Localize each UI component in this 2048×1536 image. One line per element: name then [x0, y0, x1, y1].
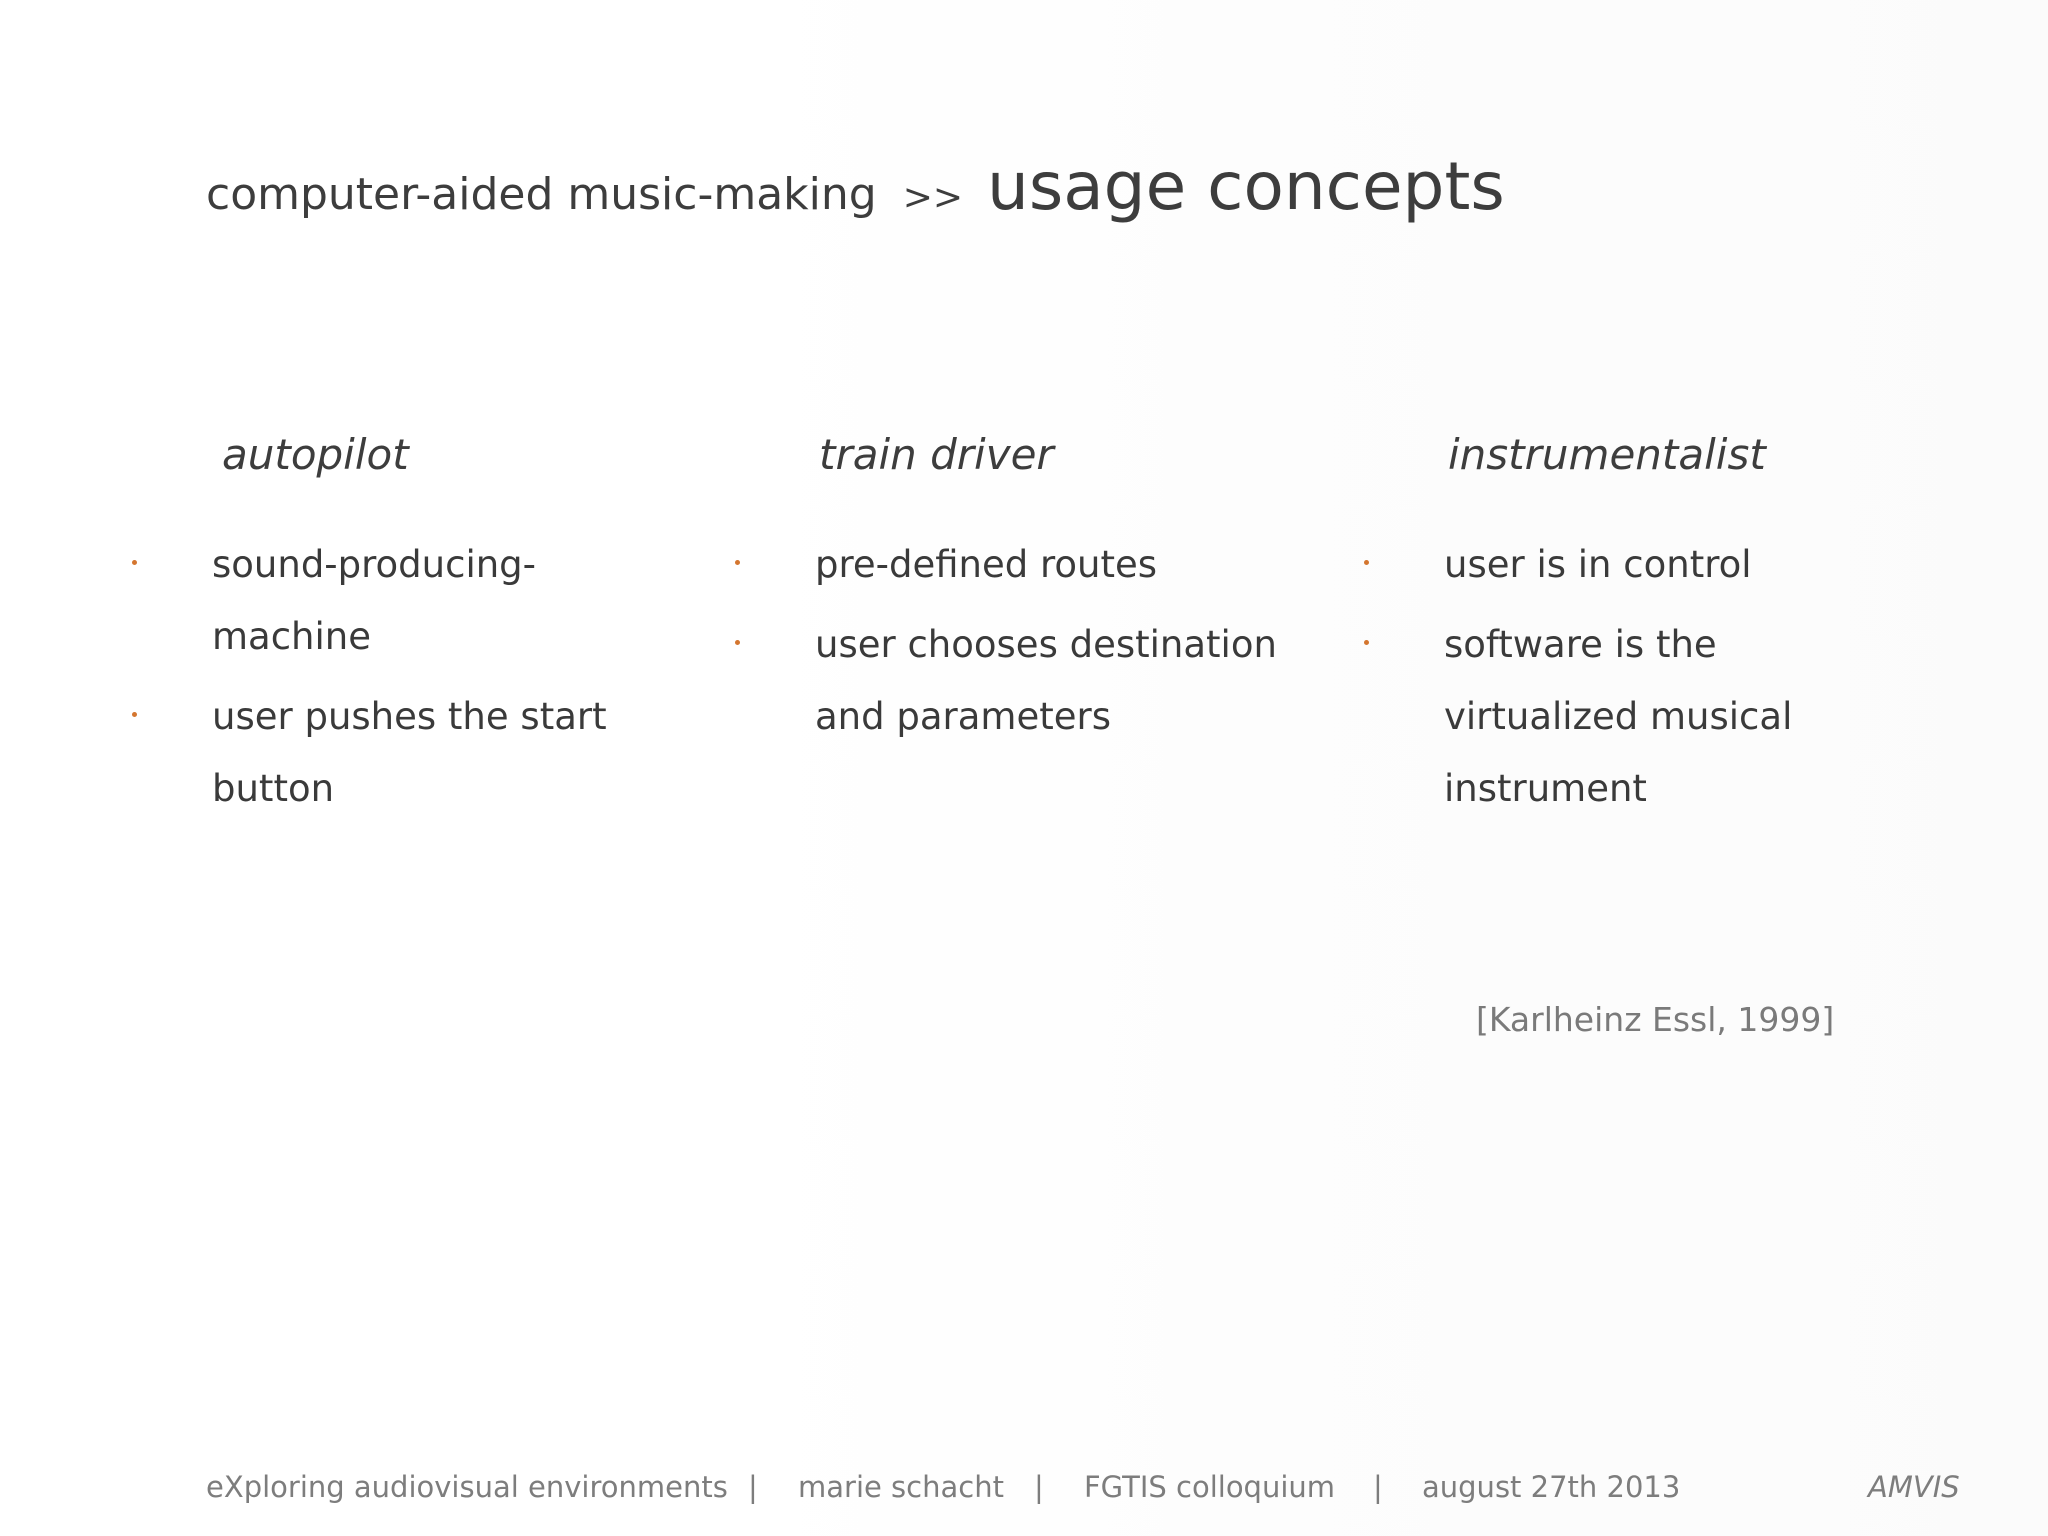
list-item-text: user is in control [1444, 543, 1752, 586]
footer-author: marie schacht [798, 1470, 1004, 1504]
bullet-icon [132, 560, 137, 565]
footer-date: august 27th 2013 [1422, 1470, 1681, 1504]
footer-brand: AMVIS [1868, 1470, 1960, 1504]
footer [0, 1470, 2048, 1514]
bullet-icon [1364, 560, 1369, 565]
footer-divider: | [748, 1470, 758, 1504]
title-main: usage concepts [987, 148, 1505, 225]
bullet-icon [132, 712, 137, 717]
column-heading: instrumentalist [1448, 430, 1766, 479]
list-item-text: user chooses destination and parameters [815, 623, 1277, 738]
column-autopilot [212, 430, 652, 833]
list-item [212, 529, 652, 673]
title-prefix: computer-aided music-making [206, 169, 877, 220]
bullet-icon [735, 640, 740, 645]
bullet-list [212, 529, 652, 825]
bullet-list [1444, 529, 1884, 825]
list-item [815, 609, 1285, 753]
footer-divider: | [1034, 1470, 1044, 1504]
list-item [815, 529, 1285, 601]
footer-divider: | [1373, 1470, 1383, 1504]
bullet-icon [1364, 640, 1369, 645]
column-train-driver [815, 430, 1285, 761]
bullet-list [815, 529, 1285, 753]
slide-title [206, 148, 1505, 225]
citation: [Karlheinz Essl, 1999] [1476, 1000, 1835, 1039]
column-instrumentalist [1444, 430, 1884, 833]
list-item-text: pre-defined routes [815, 543, 1158, 586]
column-heading: autopilot [222, 430, 409, 479]
list-item-text: sound-producing-machine [212, 543, 537, 658]
column-heading: train driver [819, 430, 1054, 479]
list-item [1444, 529, 1884, 601]
bullet-icon [735, 560, 740, 565]
list-item [1444, 609, 1884, 825]
list-item [212, 681, 652, 825]
footer-event: FGTIS colloquium [1084, 1470, 1336, 1504]
list-item-text: software is the virtualized musical instrument [1444, 623, 1793, 810]
list-item-text: user pushes the start button [212, 695, 607, 810]
footer-project: eXploring audiovisual environments [206, 1470, 728, 1504]
title-separator: >> [902, 177, 964, 218]
